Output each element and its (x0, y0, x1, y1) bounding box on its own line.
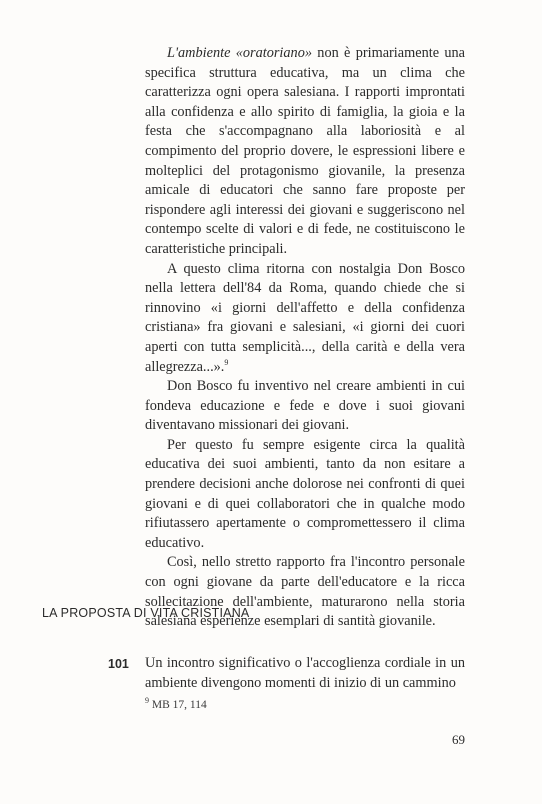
page-number: 69 (452, 732, 465, 747)
paragraph-1-text: non è primariamente una specifica struttura educativa, ma un clima che caratterizza ogni opera salesiana. I rapporti improntati alla confidenza e allo spirito di famiglia, la gioia e la festa che s'accompagnano alla laboriosità e al compimento del proprio dovere, le espressioni libere e molteplici del protagonismo giovanile, la presenza amicale di educatori che sanno fare proposte per rispondere agli interessi dei giovani e suggeriscono nel contempo scelte di valori e di fede, ne costituiscono le caratteristiche principali. (145, 45, 466, 257)
paragraph-2 (145, 260, 465, 378)
paragraph-1 (145, 44, 465, 260)
italic-term-ambiente: L'ambiente (167, 45, 231, 61)
paragraph-3: Don Bosco fu inventivo nel creare ambienti in cui fondeva educazione e fede e dove i suoi giovani diventavano missionari dei giovani. (145, 378, 465, 434)
footnote-mark: 9 (145, 696, 149, 706)
article-101 (145, 654, 465, 693)
article-101-text: Un incontro significativo o l'accoglienza cordiale in un ambiente divengono momenti di inizio di un cammino (145, 655, 465, 691)
footnote-reference: 9 (224, 357, 229, 367)
paragraph-2-text: A questo clima ritorna con nostalgia Don Bosco nella lettera dell'84 da Roma, quando chiede che si rinnovino «i giorni dell'affetto e della confidenza cristiana» fra giovani e salesiani, «i giorni dei cuori aperti con tutta semplicità..., della carità e della vera allegrezza...». (145, 260, 465, 375)
body-text (145, 44, 465, 632)
article-number: 101 (108, 657, 129, 671)
paragraph-5: Così, nello stretto rapporto fra l'incontro personale con ogni giovane da parte dell'educatore e la ricca sollecitazione dell'ambiente, maturarono nella storia salesiana esperienze esemplari di santità giovanile. (145, 554, 465, 630)
footnote-text: MB 17, 114 (149, 699, 207, 711)
paragraph-4: Per questo fu sempre esigente circa la qualità educativa dei suoi ambienti, tanto da non esitare a prendere decisioni anche dolorose nei confronti di quei giovani e di quei collaboratori che in qualche modo rifiutassero apertamente o compromettessero il clima educativo. (145, 436, 465, 551)
italic-term-oratoriano: «oratoriano» (235, 45, 312, 61)
footnote (145, 696, 207, 711)
section-heading: LA PROPOSTA DI VITA CRISTIANA (42, 606, 250, 620)
